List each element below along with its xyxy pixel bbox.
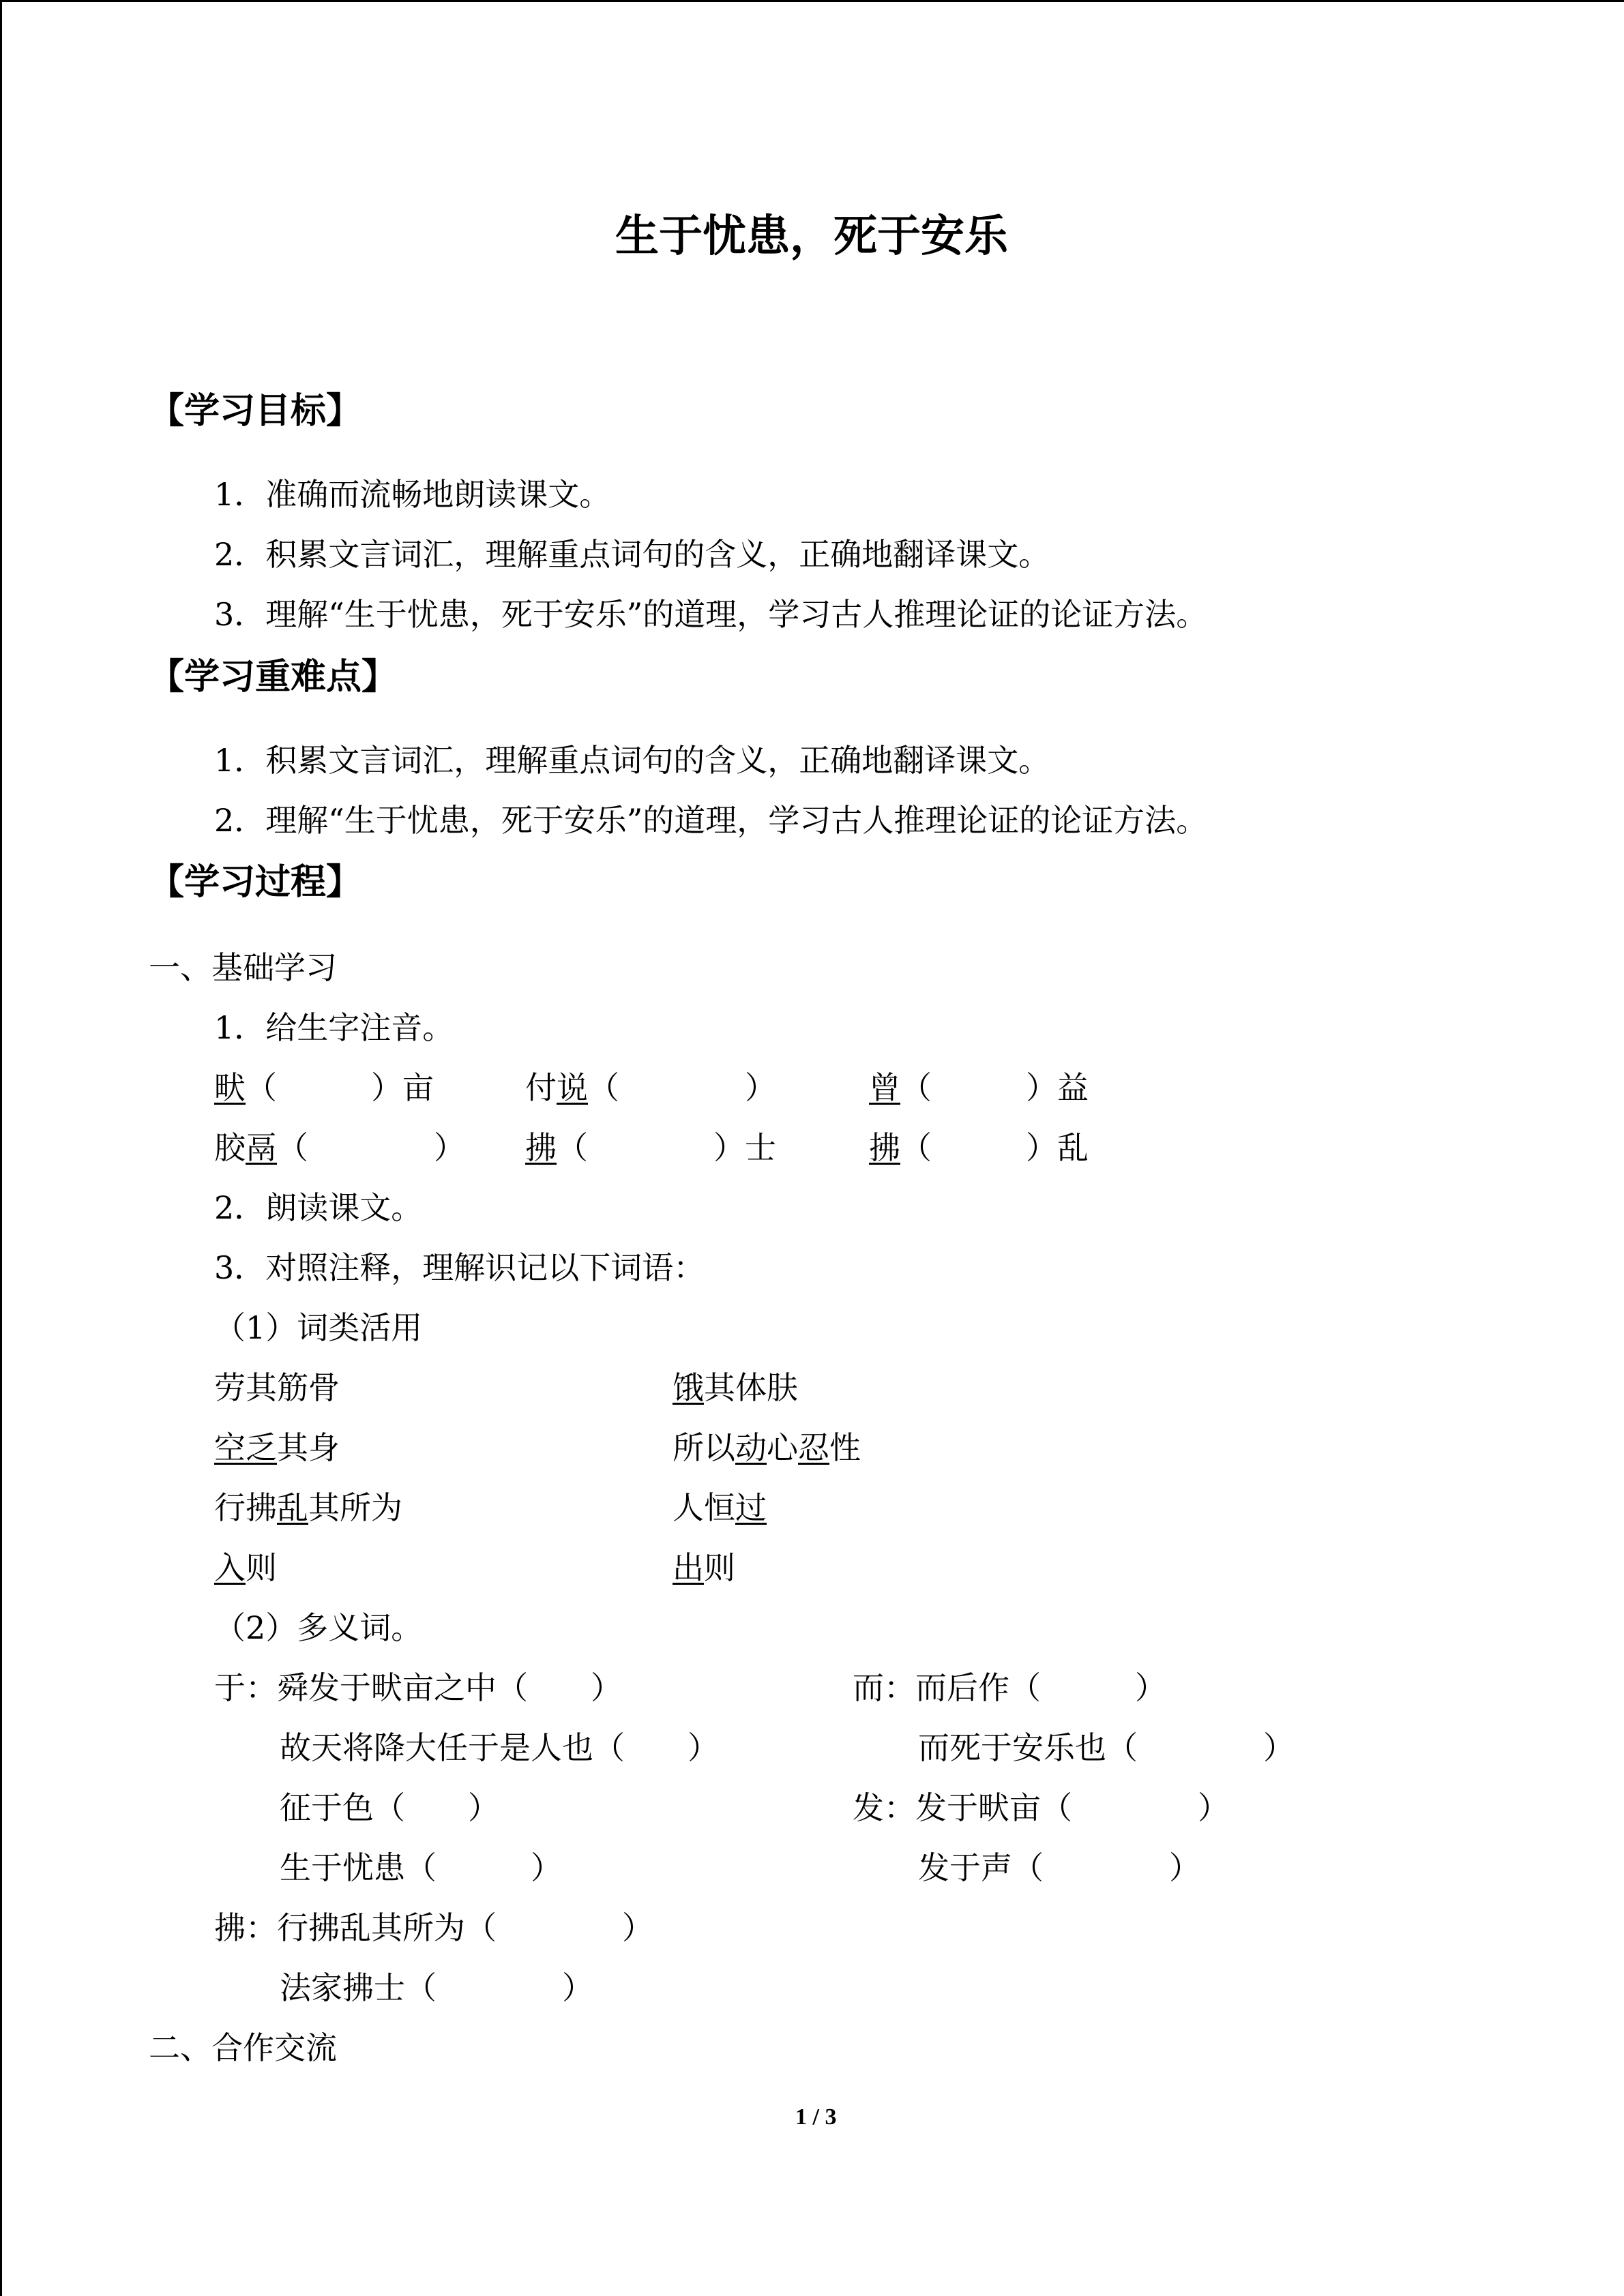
question-3: 3．对照注释，理解识记以下词语： xyxy=(214,1249,705,1286)
page-number: 1 / 3 xyxy=(795,2104,837,2130)
word-item-1: 劳其筋骨 xyxy=(214,1369,340,1406)
target-char: 入 xyxy=(214,1549,246,1586)
target-char: 乱 xyxy=(277,1489,308,1526)
goal-item-1: 1．准确而流畅地朗读课文。 xyxy=(214,476,611,513)
key-item-2: 2．理解“生于忧患，死于安乐”的道理，学习古人推理论证的论证方法。 xyxy=(214,802,1208,839)
subsection-word-class: （1）词类活用 xyxy=(214,1309,423,1346)
target-char: 拂 xyxy=(869,1129,900,1166)
word-item-3 xyxy=(214,1429,340,1466)
answer-blank: （ ） xyxy=(277,1129,465,1166)
word-middle: 心 xyxy=(767,1429,798,1466)
target-char: 动 xyxy=(735,1429,767,1466)
goal-item-2: 2．积累文言词汇，理解重点词句的含义，正确地翻译课文。 xyxy=(214,536,1050,573)
word-rest: 则 xyxy=(704,1549,735,1586)
word-item-6 xyxy=(673,1489,767,1526)
question-2: 2．朗读课文。 xyxy=(214,1189,423,1226)
target-char: 空乏 xyxy=(214,1429,277,1466)
target-char: 畎 xyxy=(214,1069,246,1106)
section-heading-key-points: 【学习重难点】 xyxy=(149,657,398,698)
pinyin-item-ge xyxy=(214,1129,465,1166)
word-item-4 xyxy=(673,1429,861,1466)
word-rest: 其所为 xyxy=(308,1489,402,1526)
word-prefix: 行拂 xyxy=(214,1489,277,1526)
polysemy-fa-2: 发于声（ ） xyxy=(918,1849,1200,1886)
answer-blank: （ ）乱 xyxy=(900,1129,1089,1166)
target-char: 过 xyxy=(735,1489,767,1526)
pinyin-item-quan xyxy=(214,1069,434,1106)
target-char: 拂 xyxy=(525,1129,557,1166)
word-rest: 其身 xyxy=(277,1429,340,1466)
polysemy-yu-3: 征于色（ ） xyxy=(280,1789,499,1826)
page-border-left xyxy=(0,0,2,2296)
word-rest: 性 xyxy=(829,1429,861,1466)
word-item-8 xyxy=(673,1549,735,1586)
pinyin-item-zeng xyxy=(869,1069,1089,1106)
answer-blank: （ ）益 xyxy=(900,1069,1089,1106)
word-prefix: 付 xyxy=(525,1069,557,1106)
polysemy-fu-1: 拂：行拂乱其所为（ ） xyxy=(214,1909,653,1946)
answer-blank: （ ） xyxy=(588,1069,776,1106)
word-prefix: 所以 xyxy=(673,1429,735,1466)
polysemy-yu-4: 生于忧患（ ） xyxy=(280,1849,562,1886)
target-char: 说 xyxy=(557,1069,588,1106)
pinyin-item-bi xyxy=(525,1129,776,1166)
question-1: 1．给生字注音。 xyxy=(214,1009,454,1046)
polysemy-yu-2: 故天将降大任于是人也（ ） xyxy=(280,1729,719,1766)
section-heading-goals: 【学习目标】 xyxy=(149,391,362,432)
target-char: 曾 xyxy=(869,1069,900,1106)
polysemy-yu-1: 于：舜发于畎亩之中（ ） xyxy=(214,1669,622,1706)
part2-heading: 二、合作交流 xyxy=(149,2029,337,2066)
section-heading-process: 【学习过程】 xyxy=(149,862,362,903)
target-char: 饿 xyxy=(673,1369,704,1406)
word-prefix: 人恒 xyxy=(673,1489,735,1526)
word-item-2 xyxy=(673,1369,798,1406)
target-char: 忍 xyxy=(798,1429,829,1466)
subsection-polysemy: （2）多义词。 xyxy=(214,1609,423,1646)
polysemy-er-2: 而死于安乐也（ ） xyxy=(918,1729,1295,1766)
polysemy-er-1: 而：而后作（ ） xyxy=(853,1669,1166,1706)
page-border-top xyxy=(0,0,1624,2)
word-rest: 其体肤 xyxy=(704,1369,798,1406)
word-prefix: 胶 xyxy=(214,1129,246,1166)
word-rest: 则 xyxy=(246,1549,277,1586)
answer-blank: （ ）亩 xyxy=(246,1069,434,1106)
word-item-7 xyxy=(214,1549,277,1586)
answer-blank: （ ）士 xyxy=(557,1129,776,1166)
target-char: 出 xyxy=(673,1549,704,1586)
polysemy-fa-1: 发：发于畎亩（ ） xyxy=(853,1789,1229,1826)
goal-item-3: 3．理解“生于忧患，死于安乐”的道理，学习古人推理论证的论证方法。 xyxy=(214,596,1208,633)
pinyin-item-fu xyxy=(869,1129,1089,1166)
key-item-1: 1．积累文言词汇，理解重点词句的含义，正确地翻译课文。 xyxy=(214,742,1050,779)
part1-heading: 一、基础学习 xyxy=(149,949,337,986)
word-item-5 xyxy=(214,1489,402,1526)
page-title: 生于忧患，死于安乐 xyxy=(615,211,1008,262)
pinyin-item-shuo xyxy=(525,1069,776,1106)
target-char: 鬲 xyxy=(246,1129,277,1166)
polysemy-fu-2: 法家拂士（ ） xyxy=(280,1969,593,2006)
